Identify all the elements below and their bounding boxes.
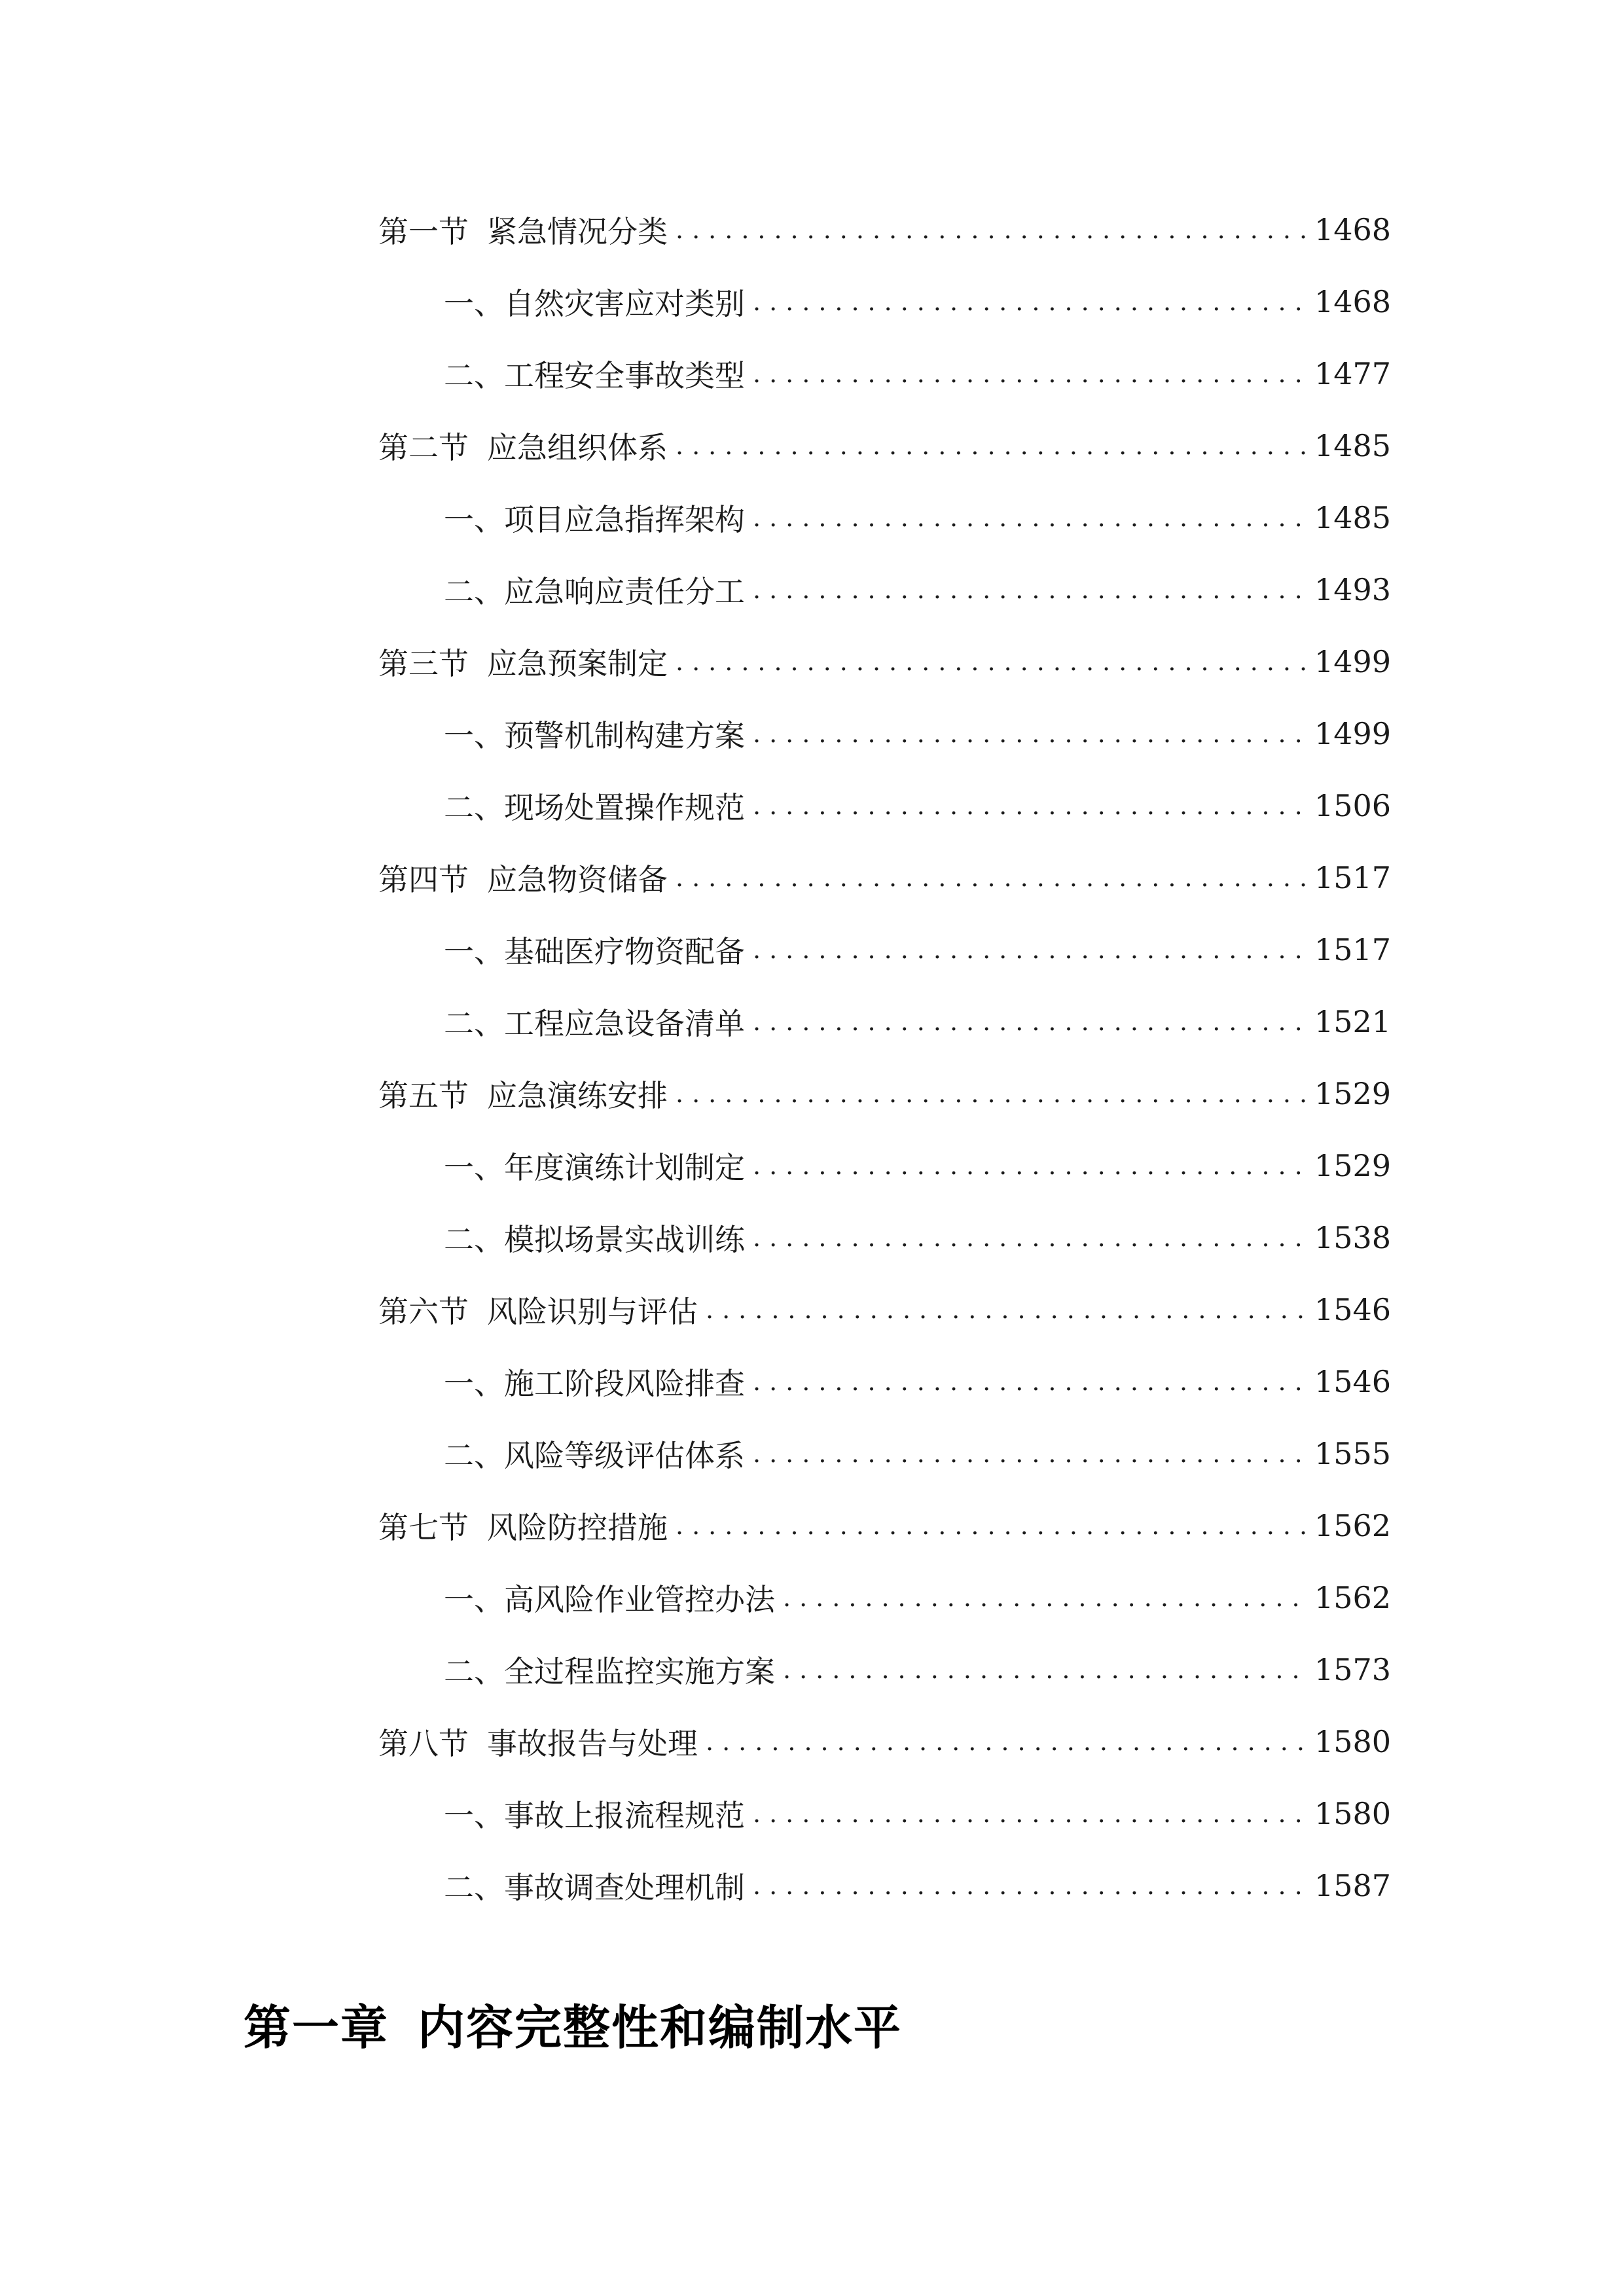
toc-subsection-entry[interactable]	[378, 770, 1392, 842]
toc-subsection-entry[interactable]	[378, 914, 1392, 986]
toc-section-entry[interactable]	[378, 842, 1392, 914]
toc-entry-title: 应急响应责任分工	[504, 574, 745, 609]
toc-entry-number: 二、	[444, 790, 504, 825]
toc-dot-leader	[676, 865, 1305, 890]
toc-page-number: 1485	[1314, 428, 1392, 463]
toc-entry-number: 一、	[444, 1798, 504, 1833]
toc-entry-title: 紧急情况分类	[487, 214, 668, 249]
toc-entry-number: 第五节	[378, 1078, 469, 1113]
toc-entry-number: 一、	[444, 1150, 504, 1185]
toc-dot-leader	[753, 1801, 1305, 1826]
toc-page-number: 1580	[1314, 1724, 1392, 1759]
toc-entry-number: 第三节	[378, 646, 469, 681]
toc-section-entry[interactable]	[378, 1274, 1392, 1346]
toc-page-number: 1529	[1314, 1076, 1392, 1111]
toc-dot-leader	[676, 217, 1305, 242]
toc-subsection-entry[interactable]	[378, 554, 1392, 626]
toc-page-number: 1580	[1314, 1796, 1392, 1831]
toc-section-entry[interactable]	[378, 1706, 1392, 1778]
toc-dot-leader	[706, 1729, 1305, 1754]
toc-entry-title: 事故调查处理机制	[504, 1870, 745, 1905]
toc-entry-title: 应急预案制定	[487, 646, 668, 681]
toc-dot-leader	[753, 361, 1305, 386]
toc-entry-title: 自然灾害应对类别	[504, 286, 745, 321]
toc-page-number: 1506	[1314, 788, 1392, 823]
toc-section-entry[interactable]	[378, 1490, 1392, 1562]
toc-entry-title: 现场处置操作规范	[504, 790, 745, 825]
toc-dot-leader	[753, 289, 1305, 314]
toc-entry-title: 应急演练安排	[487, 1078, 668, 1113]
table-of-contents	[378, 194, 1392, 1922]
toc-page-number: 1538	[1314, 1220, 1392, 1255]
chapter-title: 内容完整性和编制水平	[418, 2000, 903, 2055]
toc-subsection-entry[interactable]	[378, 986, 1392, 1058]
toc-page-number: 1555	[1314, 1436, 1392, 1471]
toc-subsection-entry[interactable]	[378, 266, 1392, 338]
toc-entry-title: 工程安全事故类型	[504, 358, 745, 393]
toc-subsection-entry[interactable]	[378, 482, 1392, 554]
toc-dot-leader	[783, 1585, 1305, 1610]
toc-dot-leader	[753, 937, 1305, 962]
toc-dot-leader	[753, 1873, 1305, 1898]
toc-entry-number: 一、	[444, 934, 504, 969]
toc-dot-leader	[753, 793, 1305, 818]
toc-entry-number: 一、	[444, 1582, 504, 1617]
toc-dot-leader	[676, 649, 1305, 674]
toc-page-number: 1546	[1314, 1292, 1392, 1327]
toc-subsection-entry[interactable]	[378, 1130, 1392, 1202]
toc-entry-number: 第四节	[378, 862, 469, 897]
toc-dot-leader	[753, 1369, 1305, 1394]
toc-entry-number: 一、	[444, 718, 504, 753]
toc-dot-leader	[676, 1081, 1305, 1106]
toc-entry-title: 预警机制构建方案	[504, 718, 745, 753]
toc-page-number: 1562	[1314, 1580, 1392, 1615]
toc-page-number: 1562	[1314, 1508, 1392, 1543]
toc-entry-number: 第八节	[378, 1726, 469, 1761]
toc-page-number: 1546	[1314, 1364, 1392, 1399]
toc-entry-number: 一、	[444, 286, 504, 321]
chapter-heading	[244, 1990, 902, 2058]
toc-subsection-entry[interactable]	[378, 1634, 1392, 1706]
toc-page-number: 1499	[1314, 644, 1392, 679]
toc-page-number: 1468	[1314, 212, 1392, 247]
toc-entry-title: 全过程监控实施方案	[504, 1654, 775, 1689]
toc-page-number: 1468	[1314, 284, 1392, 319]
toc-entry-number: 二、	[444, 358, 504, 393]
toc-dot-leader	[676, 1513, 1305, 1538]
toc-entry-number: 二、	[444, 1870, 504, 1905]
toc-page-number: 1573	[1314, 1652, 1392, 1687]
toc-subsection-entry[interactable]	[378, 1850, 1392, 1922]
toc-entry-number: 第七节	[378, 1510, 469, 1545]
toc-entry-title: 项目应急指挥架构	[504, 502, 745, 537]
toc-page-number: 1587	[1314, 1868, 1392, 1903]
toc-dot-leader	[753, 1153, 1305, 1178]
toc-dot-leader	[753, 505, 1305, 530]
toc-entry-title: 事故报告与处理	[487, 1726, 698, 1761]
toc-entry-title: 应急物资储备	[487, 862, 668, 897]
toc-entry-number: 二、	[444, 574, 504, 609]
toc-page-number: 1517	[1314, 932, 1392, 967]
toc-subsection-entry[interactable]	[378, 698, 1392, 770]
toc-entry-title: 高风险作业管控办法	[504, 1582, 775, 1617]
toc-section-entry[interactable]	[378, 410, 1392, 482]
toc-section-entry[interactable]	[378, 1058, 1392, 1130]
toc-page-number: 1477	[1314, 356, 1392, 391]
toc-subsection-entry[interactable]	[378, 1418, 1392, 1490]
toc-entry-number: 二、	[444, 1222, 504, 1257]
toc-entry-number: 第二节	[378, 430, 469, 465]
toc-page-number: 1485	[1314, 500, 1392, 535]
toc-entry-title: 基础医疗物资配备	[504, 934, 745, 969]
toc-page-number: 1493	[1314, 572, 1392, 607]
toc-entry-number: 一、	[444, 1366, 504, 1401]
toc-entry-title: 风险识别与评估	[487, 1294, 698, 1329]
toc-entry-title: 模拟场景实战训练	[504, 1222, 745, 1257]
toc-section-entry[interactable]	[378, 194, 1392, 266]
toc-dot-leader	[753, 577, 1305, 602]
toc-dot-leader	[753, 1441, 1305, 1466]
toc-entry-title: 风险防控措施	[487, 1510, 668, 1545]
toc-section-entry[interactable]	[378, 626, 1392, 698]
toc-entry-title: 工程应急设备清单	[504, 1006, 745, 1041]
toc-subsection-entry[interactable]	[378, 1778, 1392, 1850]
toc-dot-leader	[753, 721, 1305, 746]
toc-page-number: 1529	[1314, 1148, 1392, 1183]
toc-entry-number: 二、	[444, 1438, 504, 1473]
toc-entry-title: 事故上报流程规范	[504, 1798, 745, 1833]
toc-dot-leader	[676, 433, 1305, 458]
toc-page-number: 1499	[1314, 716, 1392, 751]
toc-subsection-entry[interactable]	[378, 338, 1392, 410]
toc-entry-number: 第六节	[378, 1294, 469, 1329]
toc-entry-title: 风险等级评估体系	[504, 1438, 745, 1473]
toc-entry-number: 二、	[444, 1006, 504, 1041]
toc-entry-title: 应急组织体系	[487, 430, 668, 465]
toc-dot-leader	[783, 1657, 1305, 1682]
toc-page-number: 1517	[1314, 860, 1392, 895]
toc-dot-leader	[706, 1297, 1305, 1322]
toc-entry-number: 一、	[444, 502, 504, 537]
toc-subsection-entry[interactable]	[378, 1562, 1392, 1634]
toc-dot-leader	[753, 1009, 1305, 1034]
toc-subsection-entry[interactable]	[378, 1346, 1392, 1418]
toc-page-number: 1521	[1314, 1004, 1392, 1039]
toc-entry-number: 二、	[444, 1654, 504, 1689]
toc-dot-leader	[753, 1225, 1305, 1250]
toc-entry-number: 第一节	[378, 214, 469, 249]
toc-subsection-entry[interactable]	[378, 1202, 1392, 1274]
chapter-number: 第一章	[244, 2000, 389, 2055]
toc-entry-title: 年度演练计划制定	[504, 1150, 745, 1185]
toc-entry-title: 施工阶段风险排查	[504, 1366, 745, 1401]
